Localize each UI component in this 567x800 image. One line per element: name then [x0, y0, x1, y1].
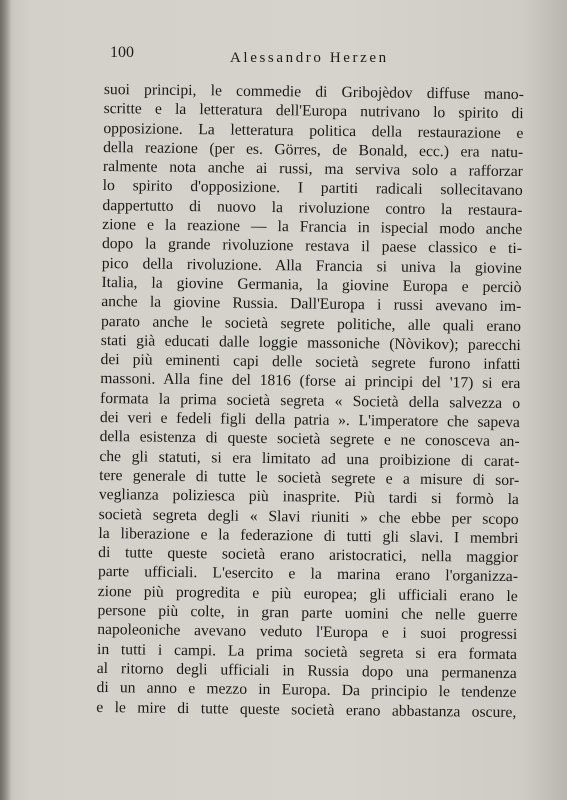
text-line: dei veri e fedeli figli della patria ». L'imperatore che sapeva — [99, 409, 520, 432]
text-line: formata la prima società segreta « Società della salvezza o — [100, 389, 521, 412]
text-line: dei più eminenti capi delle società segrete furono infatti — [100, 351, 521, 374]
text-line: parte ufficiali. L'esercito e la marina erano l'organizza- — [97, 563, 519, 586]
page-number: 100 — [110, 44, 134, 61]
body-text — [96, 80, 524, 722]
text-line: dopo la grande rivoluzione restava il paese classico e ti- — [101, 235, 523, 258]
text-line: al ritorno degli ufficiali in Russia dopo una permanenza — [96, 659, 517, 682]
text-line: Italia, la giovine Germania, la giovine Europa e perciò — [101, 273, 522, 297]
text-line: veglianza poliziesca più inasprite. Più tardi si formò la — [98, 486, 520, 509]
text-line: di un anno e mezzo in Europa. Da principio le tendenze — [96, 679, 517, 702]
text-line: della reazione (per es. Görres, de Bonald, ecc.) era natu- — [103, 138, 524, 162]
text-line: pico della rivoluzione. Alla Francia si univa la giovine — [101, 254, 522, 277]
text-line: società segreta degli « Slavi riuniti » che ebbe per scopo — [98, 505, 519, 528]
text-line: stati già educati dalle loggie massoniche (Nòvikov); parecchi — [100, 331, 521, 354]
text-line: zione più progredita e più europea; gli ufficiali erano le — [97, 582, 518, 605]
running-head: Alessandro Herzen — [230, 50, 389, 66]
text-line: di tutte queste società erano aristocratici, nella maggior — [98, 544, 519, 567]
text-line: tere generale di tutte le società segrete e a misure di sor- — [99, 466, 520, 490]
text-line: in tutti i campi. La prima società segreta si era formata — [96, 640, 518, 663]
text-line: opposizione. La letteratura politica della restaurazione e — [103, 119, 524, 142]
text-line: che gli statuti, si era limitato ad una proibizione di carat- — [99, 447, 520, 470]
text-line: e le mire di tutte queste società erano abbastanza oscure, — [96, 698, 517, 721]
text-line: lo spirito d'opposizione. I partiti radicali sollecitavano — [102, 177, 523, 200]
text-line: ralmente nota anche ai russi, ma serviva solo a rafforzar — [102, 158, 524, 181]
text-line: anche la giovine Russia. Dall'Europa i russi avevano im- — [101, 293, 522, 316]
text-line: parato anche le società segrete politiche, alle quali erano — [100, 312, 522, 335]
text-line: la liberazione e la federazione di tutti gli slavi. I membri — [98, 524, 519, 547]
text-line: della esistenza di queste società segrete e ne conosceva an- — [99, 428, 520, 451]
text-line: zione e la reazione — la Francia in ispecial modo anche — [102, 216, 523, 239]
text-line: suoi principi, le commedie di Gribojèdov diffuse mano- — [103, 80, 524, 104]
page-header — [0, 40, 567, 70]
text-line: dappertutto di nuovo la rivoluzione contro la restaura- — [102, 196, 523, 219]
text-line: scritte e la letteratura dell'Europa nutrivano lo spirito di — [103, 100, 524, 123]
text-line: massoni. Alla fine del 1816 (forse ai principi del '17) si era — [100, 370, 521, 393]
binding-shadow — [0, 0, 12, 800]
text-line: napoleoniche avevano veduto l'Europa e i suoi progressi — [97, 621, 518, 644]
text-line: persone più colte, in gran parte uomini che nelle guerre — [97, 601, 518, 625]
